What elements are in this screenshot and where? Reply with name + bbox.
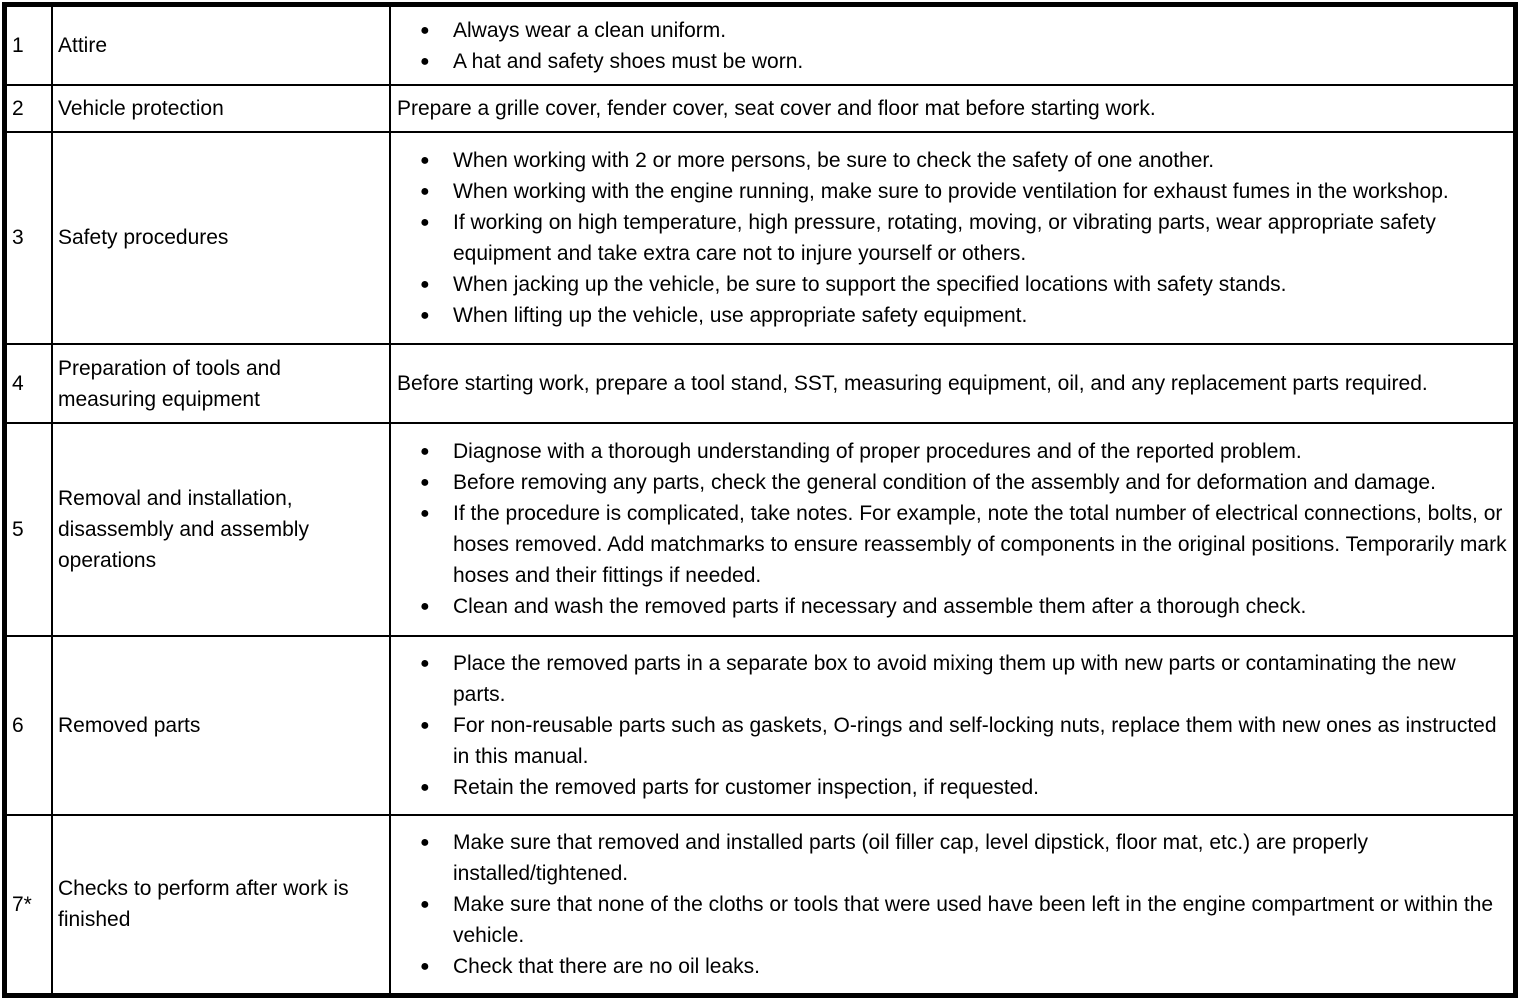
- description-cell: [390, 636, 1516, 815]
- category-cell: Attire: [52, 5, 390, 86]
- work-procedures-table-body: [5, 5, 1516, 996]
- bullet-item-text: When working with the engine running, make sure to provide ventilation for exhaust fumes in the workshop.: [453, 179, 1449, 203]
- bullet-item: [396, 498, 1508, 591]
- bullet-icon: ●: [420, 654, 430, 672]
- bullet-icon: ●: [420, 833, 430, 851]
- bullet-icon: ●: [420, 213, 430, 231]
- bullet-icon: ●: [420, 895, 430, 913]
- bullet-item-text: Clean and wash the removed parts if necessary and assemble them after a thorough check.: [453, 595, 1307, 619]
- bullet-item-text: For non-reusable parts such as gaskets, O-rings and self-locking nuts, replace them with new ones as instructed in this manual.: [453, 713, 1497, 768]
- row-number-cell: 5: [5, 423, 53, 635]
- description-cell: [390, 85, 1516, 131]
- bullet-item: [396, 176, 1508, 207]
- table-row: [5, 5, 1516, 86]
- bullet-item: [396, 951, 1508, 982]
- bullet-item: [396, 648, 1508, 710]
- row-number-cell: 3: [5, 132, 53, 344]
- bullet-item-text: Diagnose with a thorough understanding of proper procedures and of the reported problem.: [453, 440, 1302, 464]
- bullet-item-text: Retain the removed parts for customer inspection, if requested.: [453, 775, 1039, 799]
- bullet-item-text: If working on high temperature, high pressure, rotating, moving, or vibrating parts, wear appropriate safety equipment and take extra care not to injure yourself or others.: [453, 210, 1436, 265]
- bullet-item-text: A hat and safety shoes must be worn.: [453, 49, 804, 73]
- bullet-icon: ●: [420, 443, 430, 461]
- bullet-item: [396, 772, 1508, 803]
- bullet-item-text: Always wear a clean uniform.: [453, 18, 727, 42]
- bullet-item-text: When lifting up the vehicle, use appropriate safety equipment.: [453, 303, 1028, 327]
- bullet-icon: ●: [420, 716, 430, 734]
- bullet-icon: ●: [420, 598, 430, 616]
- description-text: Prepare a grille cover, fender cover, seat cover and floor mat before starting work.: [397, 97, 1156, 121]
- bullet-item-text: If the procedure is complicated, take notes. For example, note the total number of electrical connections, bolts, or hoses removed. Add matchmarks to ensure reassembly of components in the original positions. Temporarily mark hoses and their fittings if needed.: [453, 502, 1507, 588]
- table-row: [5, 132, 1516, 344]
- bullet-icon: ●: [420, 306, 430, 324]
- bullet-item: [396, 436, 1508, 467]
- bullet-icon: ●: [420, 474, 430, 492]
- row-number-cell: 7*: [5, 815, 53, 996]
- description-cell: [390, 344, 1516, 423]
- work-procedures-table: [2, 2, 1518, 998]
- bullet-icon: ●: [420, 957, 430, 975]
- table-row: [5, 815, 1516, 996]
- bullet-icon: ●: [420, 275, 430, 293]
- row-number-cell: 6: [5, 636, 53, 815]
- category-cell: Removal and installation, disassembly and assembly operations: [52, 423, 390, 635]
- bullet-item-text: Make sure that none of the cloths or tools that were used have been left in the engine compartment or within the vehicle.: [453, 892, 1494, 947]
- bullet-item: [396, 15, 1508, 46]
- category-cell: Checks to perform after work is finished: [52, 815, 390, 996]
- bullet-icon: ●: [420, 21, 430, 39]
- description-cell: [390, 5, 1516, 86]
- table-row: [5, 344, 1516, 423]
- bullet-item-text: Place the removed parts in a separate box to avoid mixing them up with new parts or contaminating the new parts.: [453, 651, 1456, 706]
- category-cell: Safety procedures: [52, 132, 390, 344]
- bullet-item: [396, 827, 1508, 889]
- bullet-item: [396, 467, 1508, 498]
- bullet-item: [396, 710, 1508, 772]
- bullet-icon: ●: [420, 151, 430, 169]
- bullet-item-text: Make sure that removed and installed parts (oil filler cap, level dipstick, floor mat, etc.) are properly installed/tightened.: [453, 830, 1369, 885]
- bullet-icon: ●: [420, 505, 430, 523]
- table-row: [5, 636, 1516, 815]
- bullet-item: [396, 207, 1508, 269]
- bullet-item: [396, 591, 1508, 622]
- row-number-cell: 2: [5, 85, 53, 131]
- bullet-item-text: Check that there are no oil leaks.: [453, 954, 761, 978]
- bullet-item-text: When jacking up the vehicle, be sure to support the specified locations with safety stands.: [453, 272, 1287, 296]
- bullet-item: [396, 889, 1508, 951]
- bullet-item-text: When working with 2 or more persons, be sure to check the safety of one another.: [453, 148, 1215, 172]
- row-number-cell: 4: [5, 344, 53, 423]
- bullet-item: [396, 46, 1508, 77]
- bullet-item: [396, 269, 1508, 300]
- bullet-item-text: Before removing any parts, check the general condition of the assembly and for deformation and damage.: [453, 471, 1436, 495]
- row-number-cell: 1: [5, 5, 53, 86]
- table-row: [5, 85, 1516, 131]
- category-cell: Removed parts: [52, 636, 390, 815]
- description-text: Before starting work, prepare a tool stand, SST, measuring equipment, oil, and any replacement parts required.: [397, 372, 1428, 396]
- bullet-icon: ●: [420, 52, 430, 70]
- bullet-icon: ●: [420, 182, 430, 200]
- description-cell: [390, 132, 1516, 344]
- category-cell: Preparation of tools and measuring equipment: [52, 344, 390, 423]
- category-cell: Vehicle protection: [52, 85, 390, 131]
- bullet-item: [396, 300, 1508, 331]
- table-row: [5, 423, 1516, 635]
- description-cell: [390, 815, 1516, 996]
- bullet-icon: ●: [420, 778, 430, 796]
- bullet-item: [396, 145, 1508, 176]
- description-cell: [390, 423, 1516, 635]
